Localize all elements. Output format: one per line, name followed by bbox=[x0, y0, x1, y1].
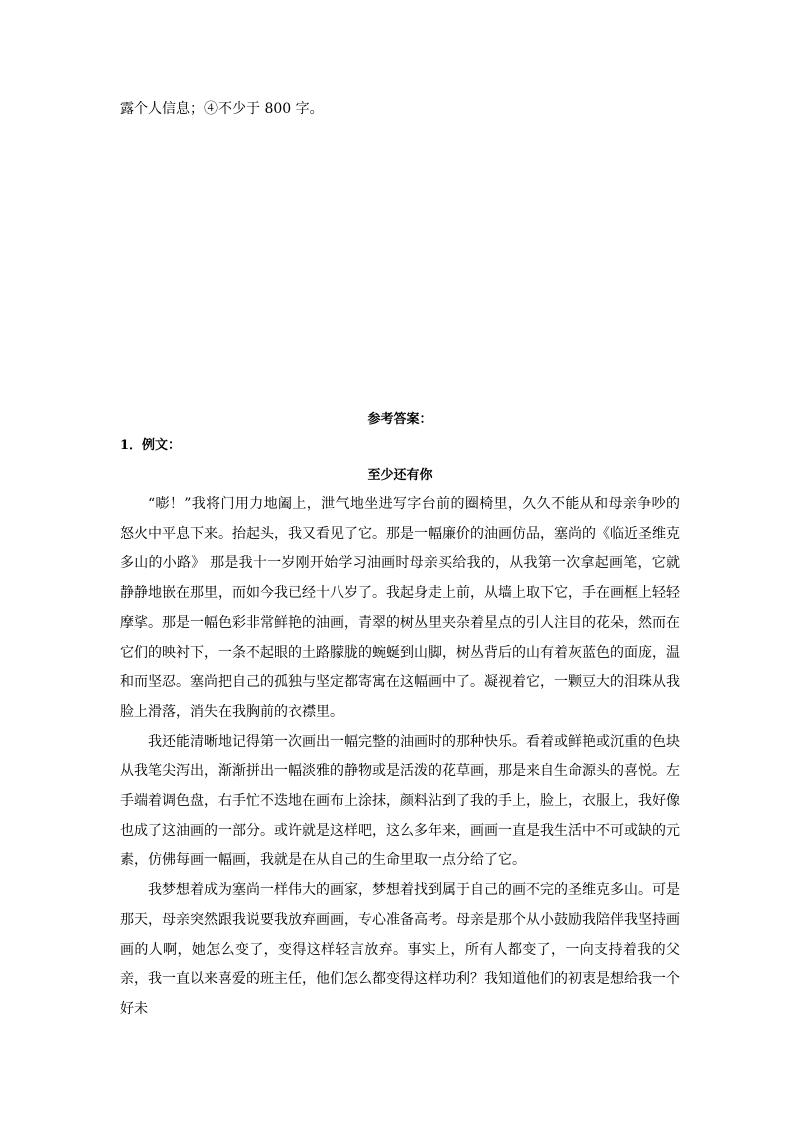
essay-body bbox=[120, 490, 680, 1025]
essay-paragraph-1: “嘭！”我将门用力地阖上，泄气地坐进写字台前的圈椅里，久久不能从和母亲争吵的怒火中平息下来。抬起头，我又看见了它。那是一幅廉价的油画仿品，塞尚的《临近圣维克多山的小路》 那是我十一岁刚开始学习油画时母亲买给我的，从我第一次拿起画笔，它就静静地嵌在那里，而如今我已经十八岁了。我起身走上前，从墙上取下它，手在画框上轻轻摩挲。那是一幅色彩非常鲜艳的油画，青翠的树丛里夹杂着星点的引人注目的花朵，然而在它们的映衬下，一条不起眼的土路朦胧的蜿蜒到山脚，树丛背后的山有着灰蓝色的面庞，温和而坚忍。塞尚把自己的孤独与坚定都寄寓在这幅画中了。凝视着它，一颗豆大的泪珠从我脸上滑落，消失在我胸前的衣襟里。 bbox=[120, 496, 680, 720]
essay-title: 至少还有你 bbox=[367, 468, 433, 483]
essay-paragraph-3: 我梦想着成为塞尚一样伟大的画家，梦想着找到属于自己的画不完的圣维克多山。可是那天，母亲突然跟我说要我放弃画画，专心准备高考。母亲是那个从小鼓励我陪伴我坚持画画的人啊，她怎么变了，变得这样轻言放弃。事实上，所有人都变了，一向支持着我的父亲，我一直以来喜爱的班主任，他们怎么都变得这样功利？我知道他们的初衷是想给我一个好未 bbox=[120, 882, 680, 1017]
essay-paragraph-2: 我还能清晰地记得第一次画出一幅完整的油画时的那种快乐。看着或鲜艳或沉重的色块从我笔尖泻出，渐渐拼出一幅淡雅的静物或是活泼的花草画，那是来自生命源头的喜悦。左手端着调色盘，右手忙不迭地在画布上涂抹，颜料沾到了我的手上，脸上，衣服上，我好像也成了这油画的一部分。或许就是这样吧，这么多年来，画画一直是我生活中不可或缺的元素，仿佛每画一幅画，我就是在从自己的生命里取一点分给了它。 bbox=[120, 733, 680, 869]
answers-heading: 参考答案： bbox=[367, 412, 433, 427]
question-label: 1．例文： bbox=[120, 438, 182, 453]
requirements-fragment: 露个人信息；④不少于 800 字。 bbox=[120, 101, 324, 117]
